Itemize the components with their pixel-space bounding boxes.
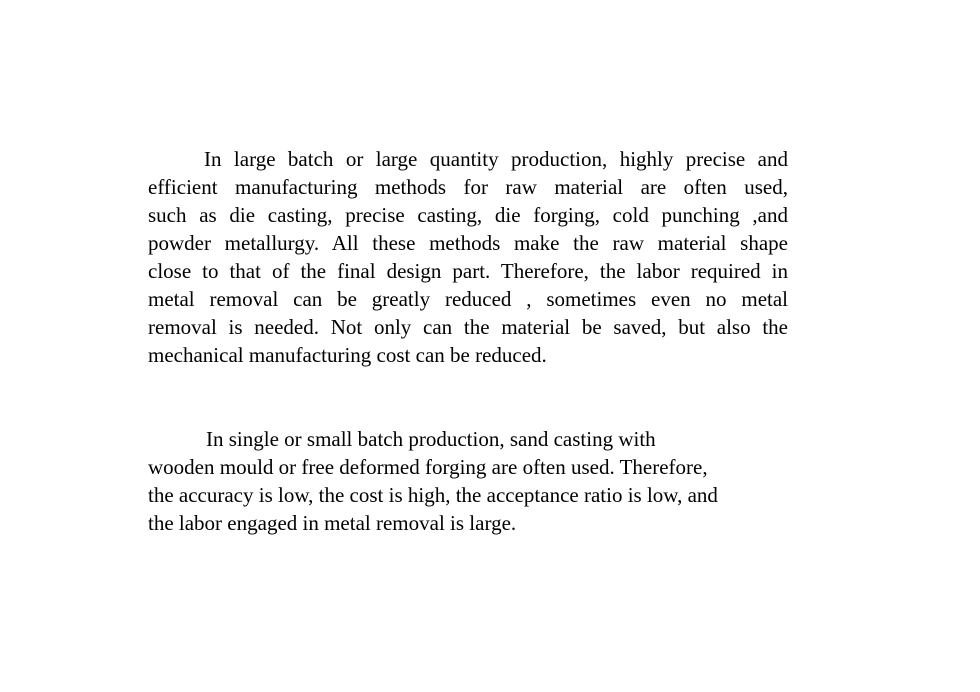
paragraph-line: close to that of the final design part. Therefore, the labor required in: [148, 259, 788, 283]
paragraph-line: efficient manufacturing methods for raw material are often used,: [148, 175, 788, 199]
paragraph-line: powder metallurgy. All these methods make the raw material shape: [148, 231, 788, 255]
paragraph-batch-production: [148, 145, 788, 369]
paragraph-line: In large batch or large quantity production, highly precise and: [204, 147, 788, 171]
paragraph-line: the labor engaged in metal removal is large.: [148, 511, 517, 535]
paragraph-line: the accuracy is low, the cost is high, the acceptance ratio is low, and: [148, 483, 718, 507]
paragraph-line: removal is needed. Not only can the material be saved, but also the: [148, 315, 788, 339]
paragraph-line: wooden mould or free deformed forging are often used. Therefore,: [148, 455, 708, 479]
paragraph-line: In single or small batch production, sand casting with: [206, 427, 656, 451]
paragraph-line: mechanical manufacturing cost can be reduced.: [148, 343, 547, 367]
paragraph-line: metal removal can be greatly reduced , sometimes even no metal: [148, 287, 788, 311]
paragraph-line: such as die casting, precise casting, die forging, cold punching ,and: [148, 203, 788, 227]
paragraph-small-batch-production: [148, 425, 788, 537]
